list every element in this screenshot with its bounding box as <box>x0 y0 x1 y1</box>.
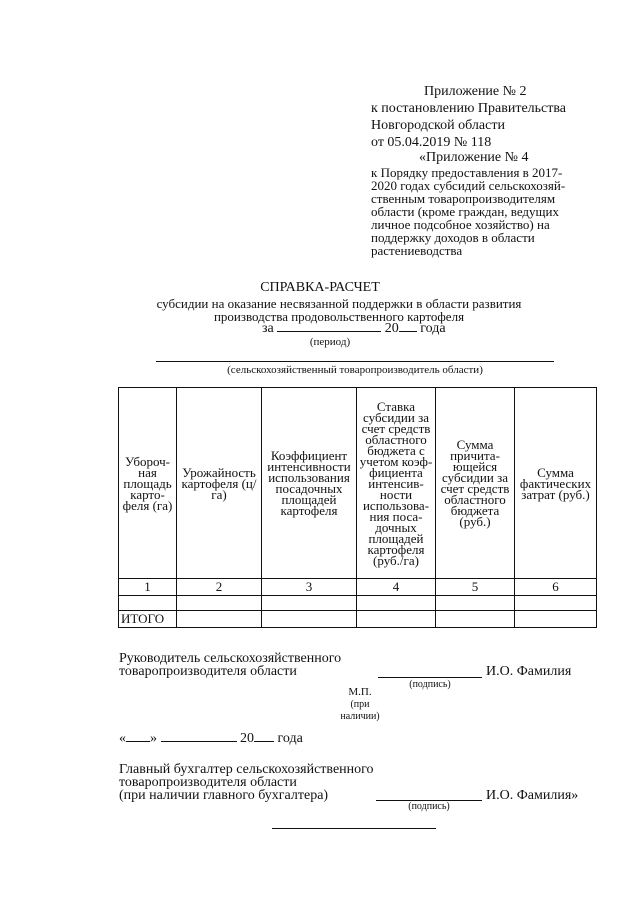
column-number: 2 <box>177 579 262 596</box>
head-title-line: Руководитель сельскохозяйственного <box>119 651 342 666</box>
date-day-field[interactable] <box>126 741 150 742</box>
table-cell[interactable] <box>515 596 597 611</box>
appendix-text-line: личное подсобное хозяйство) на <box>371 217 550 232</box>
document-title: СПРАВКА-РАСЧЕТ <box>260 280 380 295</box>
accountant-name: И.О. Фамилия» <box>486 788 579 803</box>
table-cell[interactable] <box>357 596 436 611</box>
period-field[interactable] <box>277 331 381 332</box>
table-header-cell: Ставка субсидии за счет средств областного бюджета с учетом коэф-фициента интенсив-ности использова-ния поса-дочных площадей картофеля (руб./га) <box>357 388 436 579</box>
head-title-line: товаропроизводителя области <box>119 664 297 679</box>
accountant-title-line: товаропроизводителя области <box>119 775 297 790</box>
producer-field[interactable] <box>156 361 554 362</box>
table-header-row <box>119 388 597 579</box>
appendix-text-line: 2020 годах субсидий сельскохозяй- <box>371 178 566 193</box>
table-header-cell: Сумма причита-ющейся субсидии за счет средств областного бюджета (руб.) <box>436 388 515 579</box>
head-signature-caption: (подпись) <box>409 679 451 690</box>
table-cell[interactable] <box>177 611 262 628</box>
column-number: 4 <box>357 579 436 596</box>
producer-caption: (сельскохозяйственный товаропроизводитель области) <box>227 364 483 376</box>
appendix-text-line: поддержку доходов в области <box>371 230 535 245</box>
appendix-text-line: растениеводства <box>371 243 463 258</box>
appendix-text-line: к Порядку предоставления в 2017- <box>371 165 563 180</box>
stamp-note: (при <box>350 699 370 710</box>
table-cell[interactable] <box>357 611 436 628</box>
date-open-quote: « <box>119 731 126 746</box>
appendix-number: Приложение № 2 <box>424 84 527 99</box>
accountant-signature-caption: (подпись) <box>408 801 450 812</box>
date-year-suffix: года <box>277 731 303 746</box>
date-row <box>119 731 303 747</box>
column-number: 5 <box>436 579 515 596</box>
appendix-region: Новгородской области <box>371 118 505 133</box>
table-cell[interactable] <box>515 611 597 628</box>
accountant-title-line: (при наличии главного бухгалтера) <box>119 788 329 803</box>
table-header-cell: Убороч-ная площадь карто-феля (га) <box>119 388 177 579</box>
stamp-note: наличии) <box>340 711 380 722</box>
document-subtitle: производства продовольственного картофеля <box>213 309 465 324</box>
total-label: ИТОГО <box>119 611 177 628</box>
period-year-field[interactable] <box>399 331 417 332</box>
table-cell[interactable] <box>436 596 515 611</box>
column-number: 1 <box>119 579 177 596</box>
appendix-date: от 05.04.2019 № 118 <box>371 135 492 150</box>
table-header-cell: Урожайность картофеля (ц/га) <box>177 388 262 579</box>
column-number: 6 <box>515 579 597 596</box>
accountant-title-line: Главный бухгалтер сельскохозяйственного <box>119 762 374 777</box>
date-month-field[interactable] <box>161 741 237 742</box>
document-subtitle: субсидии на оказание несвязанной поддержки в области развития <box>156 296 522 311</box>
period-caption: (период) <box>309 336 351 348</box>
closing-separator <box>272 828 436 829</box>
period-prefix: за <box>262 321 274 336</box>
date-year-prefix: 20 <box>240 731 254 746</box>
column-number: 3 <box>262 579 357 596</box>
calculation-table <box>118 387 597 628</box>
table-cell[interactable] <box>262 596 357 611</box>
date-year-field[interactable] <box>254 741 274 742</box>
table-number-row <box>119 579 597 596</box>
date-close-quote: » <box>150 731 157 746</box>
period-year-suffix: года <box>420 321 446 336</box>
table-row <box>119 596 597 611</box>
head-name: И.О. Фамилия <box>486 664 572 679</box>
stamp-label: М.П. <box>348 686 372 698</box>
appendix-text-line: области (кроме граждан, ведущих <box>371 204 560 219</box>
appendix-decree: к постановлению Правительства <box>371 101 567 116</box>
table-total-row <box>119 611 597 628</box>
table-cell[interactable] <box>119 596 177 611</box>
head-signature-field[interactable] <box>378 677 482 678</box>
period-row <box>262 321 446 337</box>
table-header-cell: Сумма фактических затрат (руб.) <box>515 388 597 579</box>
appendix-text-line: ственным товаропроизводителям <box>371 191 556 206</box>
table-header-cell: Коэффициент интенсивности использования посадочных площадей картофеля <box>262 388 357 579</box>
table-cell[interactable] <box>262 611 357 628</box>
table-cell[interactable] <box>436 611 515 628</box>
appendix-inner-number: «Приложение № 4 <box>419 150 529 165</box>
table-cell[interactable] <box>177 596 262 611</box>
period-year-prefix: 20 <box>384 321 399 336</box>
